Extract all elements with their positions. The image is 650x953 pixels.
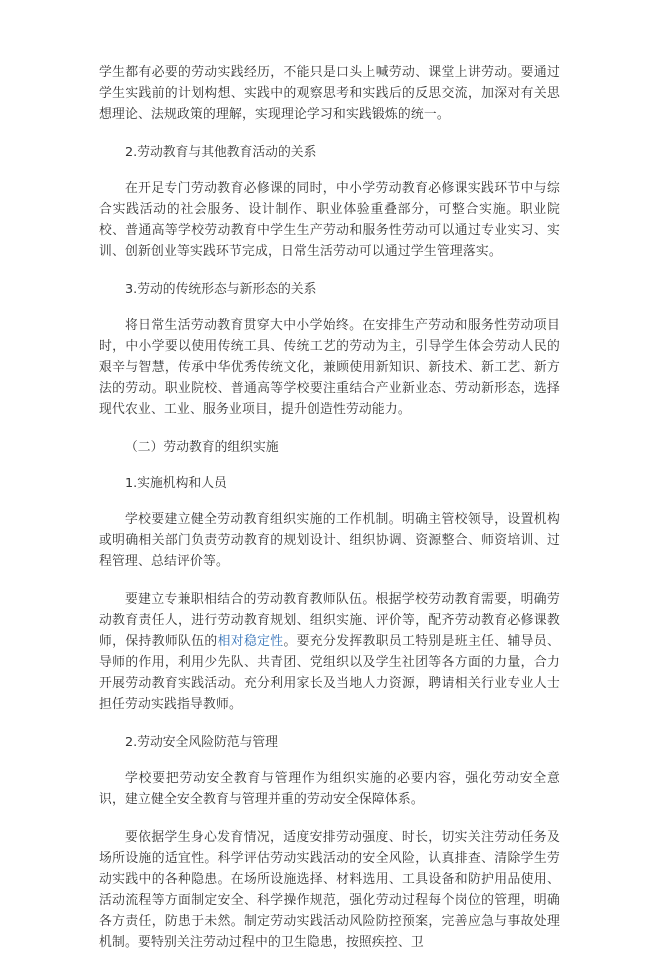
paragraph-teacher-team	[99, 589, 560, 715]
section-heading-organization: （二）劳动教育的组织实施	[125, 440, 279, 455]
teacher-team-text-end: 。要充分发挥教职员工特别是班主任、辅导员、导师的作用，利用少先队、共青团、党组织以及学生社团等各方面的力量，合力开展劳动教育实践活动。充分利用家长及当地人力资源，聘请相关行业专业人士担任劳动实践指导教师。	[99, 634, 561, 712]
paragraph-safety-education: 学校要把劳动安全教育与管理作为组织实施的必要内容，强化劳动安全意识，建立健全安全教育与管理并重的劳动安全保障体系。	[99, 771, 560, 807]
paragraph-traditional-new-forms: 将日常生活劳动教育贯穿大中小学始终。在安排生产劳动和服务性劳动项目时，中小学要以使用传统工具、传统工艺的劳动为主，引导学生体会劳动人民的艰辛与智慧，传承中华优秀传统文化，兼顾使用新知识、新技术、新工艺、新方法的劳动。职业院校、普通高等学校要注重结合产业新业态、劳动新形态，选择现代农业、工业、服务业项目，提升创造性劳动能力。	[99, 318, 560, 417]
relative-stability-link[interactable]: 相对稳定性	[217, 634, 284, 649]
heading-safety-risk: 2.劳动安全风险防范与管理	[125, 735, 278, 750]
heading-other-activities: 2.劳动教育与其他教育活动的关系	[125, 145, 317, 160]
paragraph-practice-experience: 学生都有必要的劳动实践经历，不能只是口头上喊劳动、课堂上讲劳动。要通过学生实践前的计划构想、实践中的观察思考和实践后的反思交流，加深对有关思想理论、法规政策的理解，实现理论学习和实践锻炼的统一。	[99, 65, 560, 122]
paragraph-safety-management: 要依据学生身心发育情况，适度安排劳动强度、时长，切实关注劳动任务及场所设施的适宜性。科学评估劳动实践活动的安全风险，认真排查、清除学生劳动实践中的各种隐患。在场所设施选择、材料选用、工具设备和防护用品使用、活动流程等方面制定安全、科学操作规范，强化劳动过程每个岗位的管理，明确各方责任，防患于未然。制定劳动实践活动风险防控预案，完善应急与事故处理机制。要特别关注劳动过程中的卫生隐患，按照疾控、卫	[99, 830, 560, 950]
heading-traditional-new-forms: 3.劳动的传统形态与新形态的关系	[125, 282, 317, 297]
teacher-team-text-start: 要建立专兼职相结合的劳动教育教师队伍。根据学校劳动教育需要，明确劳动教育责任人，进行劳动教育规划、组织实施、评价等，配齐劳动教育必修课教师，保持教师队伍的	[99, 592, 560, 649]
paragraph-integration: 在开足专门劳动教育必修课的同时，中小学劳动教育必修课实践环节中与综合实践活动的社会服务、设计制作、职业体验重叠部分，可整合实施。职业院校、普通高等学校劳动教育中学生生产劳动和服务性劳动可以通过专业实习、实训、创新创业等实践环节完成，日常生活劳动可以通过学生管理落实。	[99, 181, 560, 259]
paragraph-work-mechanism: 学校要建立健全劳动教育组织实施的工作机制。明确主管校领导，设置机构或明确相关部门负责劳动教育的规划设计、组织协调、资源整合、师资培训、过程管理、总结评价等。	[99, 512, 560, 569]
heading-institutions-personnel: 1.实施机构和人员	[125, 476, 227, 491]
